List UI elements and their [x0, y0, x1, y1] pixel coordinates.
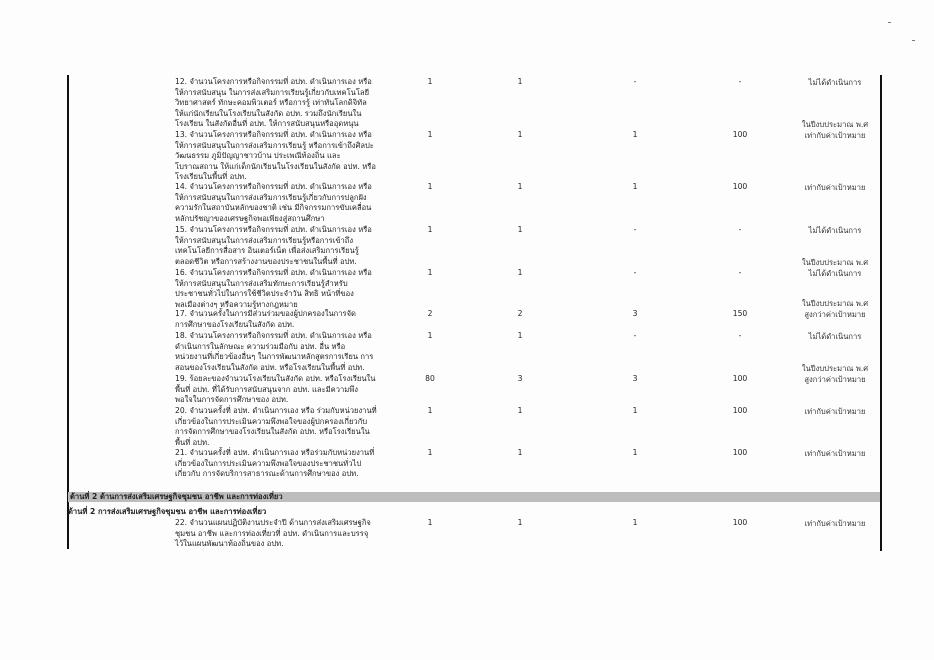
table-left-border [67, 75, 69, 549]
value-cell-2: 1 [517, 225, 523, 234]
value-cell-3: - [633, 77, 637, 86]
value-cell-2: 1 [517, 518, 523, 527]
value-cell-3: 3 [632, 309, 638, 318]
value-cell-4: 100 [732, 448, 748, 457]
value-cell-2: 3 [517, 374, 523, 383]
status-line: เท่ากับค่าเป้าหมาย [804, 519, 866, 528]
value-cell-1: 1 [427, 182, 433, 191]
value-cell-2: 1 [517, 448, 523, 457]
result-status [790, 331, 880, 342]
status-line: เท่ากับค่าเป้าหมาย [804, 183, 866, 192]
indicator-description: 15. จำนวนโครงการหรือกิจกรรมที่ อปท. ดำเนินการเอง หรือ ให้การสนับสนุนในการส่งเสริมการเรียนรู้หรือการเข้าถึง เทคโนโลยีการสื่อสาร อินเตอร์เน็ต เพื่อส่งเสริมการเรียนรู้ ตลอดชีวิต หรือการสร้างงานของประชาชนในพื้นที่ อปท. [175, 225, 372, 266]
result-status [790, 77, 880, 88]
value-cell-3: 1 [632, 182, 638, 191]
value-cell-1: 1 [427, 406, 433, 415]
value-cell-1: 1 [427, 130, 433, 139]
indicator-description: 16. จำนวนโครงการหรือกิจกรรมที่ อปท. ดำเนินการเอง หรือ ให้การสนับสนุนในการส่งเสริมทักษะการเรียนรู้สำหรับ ประชาชนทั่วไปในการใช้ชีวิตประจำวัน สิทธิ หน้าที่ของ พลเมืองต่างๆ หรือความรู้ทางกฎหมาย [175, 268, 372, 309]
result-status [790, 298, 880, 320]
value-cell-2: 1 [517, 331, 523, 340]
value-cell-3: - [633, 331, 637, 340]
status-line: สูงกว่าค่าเป้าหมาย [804, 375, 866, 384]
result-status [790, 363, 880, 385]
value-cell-4: 100 [732, 182, 748, 191]
value-cell-2: 1 [517, 406, 523, 415]
section-subheader: ด้านที่ 2 การส่งเสริมเศรษฐกิจชุมชน อาชีพ และการท่องเที่ยว [68, 507, 267, 516]
scan-mark [888, 22, 891, 23]
value-cell-3: 1 [632, 130, 638, 139]
table-right-border [880, 75, 882, 551]
value-cell-1: 2 [427, 309, 433, 318]
value-cell-4: 100 [732, 518, 748, 527]
status-line: ไม่ได้ดำเนินการ [808, 269, 862, 278]
value-cell-4: 100 [732, 406, 748, 415]
value-cell-1: 1 [427, 518, 433, 527]
value-cell-1: 1 [427, 77, 433, 86]
section-header-bar: ด้านที่ 2 ด้านการส่งเสริมเศรษฐกิจชุมชน อาชีพ และการท่องเที่ยว [68, 492, 880, 502]
status-line: ในปีงบประมาณ พ.ศ [801, 299, 869, 308]
status-line: ในปีงบประมาณ พ.ศ [801, 258, 869, 267]
value-cell-4: 100 [732, 374, 748, 383]
status-line: ในปีงบประมาณ พ.ศ [801, 364, 869, 373]
value-cell-3: - [633, 225, 637, 234]
indicator-description: 13. จำนวนโครงการหรือกิจกรรมที่ อปท. ดำเนินการเอง หรือ ให้การสนับสนุนในการส่งเสริมการเรียนรู้ หรือการเข้าถึงศิลปะ วัฒนธรรม ภูมิปัญญาชาวบ้าน ประเพณีท้องถิ่น และ โบราณสถาน ให้แก่เด็กนักเรียนในโรงเรียนในสังกัด อปท. หรือ โรงเรียนในพื้นที่ อปท. [175, 130, 376, 182]
indicator-description: 22. จำนวนแผนปฏิบัติงานประจำปี ด้านการส่งเสริมเศรษฐกิจ ชุมชน อาชีพ และการท่องเที่ยวที่ อปท. ดำเนินการและบรรจุ ไว้ในแผนพัฒนาท้องถิ่นของ อปท. [175, 518, 371, 549]
indicator-description: 20. จำนวนครั้งที่ อปท. ดำเนินการเอง หรือ ร่วมกับหน่วยงานที่ เกี่ยวข้องในการประเมินความพึงพอใจของผู้ปกครองเกี่ยวกับ การจัดการศึกษาของโรงเรียนในสังกัด อปท. หรือโรงเรียนใน พื้นที่ อปท. [175, 406, 377, 447]
result-status [790, 225, 880, 236]
status-line: ไม่ได้ดำเนินการ [808, 78, 862, 87]
value-cell-2: 1 [517, 182, 523, 191]
indicator-description: 21. จำนวนครั้งที่ อปท. ดำเนินการเอง หรือร่วมกับหน่วยงานที่ เกี่ยวข้องในการประเมินความพึงพอใจของประชาชนทั่วไป เกี่ยวกับ การจัดบริการสาธารณะด้านการศึกษาของ อปท. [175, 448, 375, 479]
value-cell-4: - [738, 331, 742, 340]
result-status [790, 448, 880, 459]
value-cell-1: 1 [427, 268, 433, 277]
value-cell-3: 1 [632, 518, 638, 527]
result-status [790, 182, 880, 193]
value-cell-3: 3 [632, 374, 638, 383]
value-cell-2: 1 [517, 268, 523, 277]
indicator-description: 17. จำนวนครั้งในการมีส่วนร่วมของผู้ปกครองในการจัด การศึกษาของโรงเรียนในสังกัด อปท. [175, 309, 356, 329]
status-line: เท่ากับค่าเป้าหมาย [804, 407, 866, 416]
value-cell-4: - [738, 225, 742, 234]
value-cell-2: 2 [517, 309, 523, 318]
value-cell-4: 150 [732, 309, 748, 318]
status-line: ในปีงบประมาณ พ.ศ [801, 120, 869, 129]
indicator-description: 14. จำนวนโครงการหรือกิจกรรมที่ อปท. ดำเนินการเอง หรือ ให้การสนับสนุนในการส่งเสริมการเรียนรู้เกี่ยวกับการปลูกฝัง ความรักในสถาบันหลักของชาติ เช่น มีกิจกรรมการขับเคลื่อน หลักปรัชญาของเศรษฐกิจพอเพียงสู่สถานศึกษา [175, 182, 372, 223]
status-line: เท่ากับค่าเป้าหมาย [804, 449, 866, 458]
result-status [790, 257, 880, 279]
value-cell-3: 1 [632, 406, 638, 415]
result-status [790, 406, 880, 417]
value-cell-2: 1 [517, 77, 523, 86]
value-cell-1: 1 [427, 331, 433, 340]
scan-mark [912, 40, 915, 41]
indicator-description: 18. จำนวนโครงการหรือกิจกรรมที่ อปท. ดำเนินการเอง หรือ ดำเนินการในลักษณะ ความร่วมมือกับ อปท. อื่น หรือ หน่วยงานที่เกี่ยวข้องอื่นๆ ในการพัฒนาหลักสูตรการเรียน การ สอนของโรงเรียนในสังกัด อปท. หรือโรงเรียนในพื้นที่ อปท. [175, 331, 374, 372]
value-cell-1: 1 [427, 448, 433, 457]
result-status [790, 518, 880, 529]
status-line: ไม่ได้ดำเนินการ [808, 332, 862, 341]
value-cell-3: - [633, 268, 637, 277]
indicator-description: 12. จำนวนโครงการหรือกิจกรรมที่ อปท. ดำเนินการเอง หรือ ให้การสนับสนุน ในการส่งเสริมการเรียนรู้เกี่ยวกับเทคโนโลยี วิทยาศาสตร์ ทักษะคอมพิวเตอร์ หรือการรู้ เท่าทันโลกดิจิทัล ให้แก่นักเรียนในโรงเรียนในสังกัด อปท. รวมถึงนักเรียนใน โรงเรียน ในสังกัดอื่นที่ อปท. ให้การสนับสนุนหรืออุดหนุน [175, 77, 372, 129]
value-cell-3: 1 [632, 448, 638, 457]
value-cell-4: - [738, 268, 742, 277]
value-cell-1: 80 [425, 374, 435, 383]
indicator-description: 19. ร้อยละของจำนวนโรงเรียนในสังกัด อปท. หรือโรงเรียนใน พื้นที่ อปท. ที่ได้รับการสนับสนุนจาก อปท. และมีความพึง พอใจในการจัดการศึกษาของ อปท. [175, 374, 376, 405]
status-line: ไม่ได้ดำเนินการ [808, 226, 862, 235]
value-cell-4: - [738, 77, 742, 86]
result-status [790, 119, 880, 141]
status-line: สูงกว่าค่าเป้าหมาย [804, 310, 866, 319]
status-line: เท่ากับค่าเป้าหมาย [804, 131, 866, 140]
value-cell-2: 1 [517, 130, 523, 139]
value-cell-4: 100 [732, 130, 748, 139]
value-cell-1: 1 [427, 225, 433, 234]
